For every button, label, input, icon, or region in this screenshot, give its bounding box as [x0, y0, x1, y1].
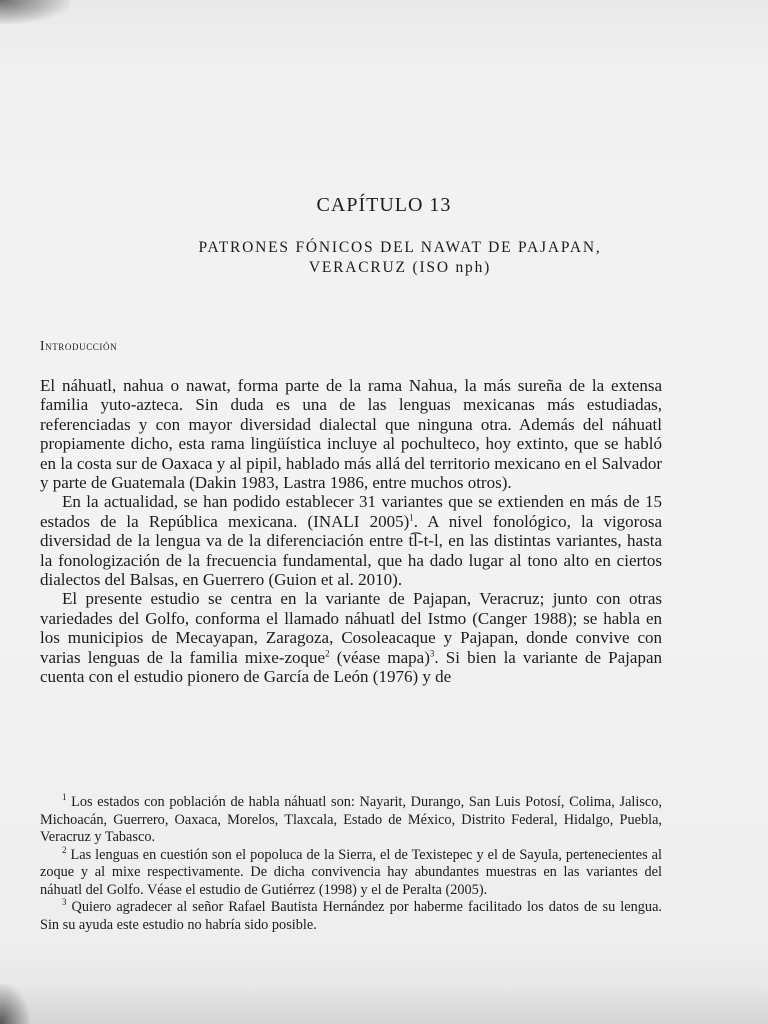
- footnote-2: [40, 844, 662, 900]
- paragraph-2-text-a: En la actualidad, se han podido establecer 31 variantes que se extienden en más de 15 estados de la República mexicana. (INALI 2005): [40, 492, 662, 531]
- paragraph-2: [40, 492, 662, 589]
- paragraph-3-text-b: (véase mapa): [329, 647, 430, 667]
- page-corner-shadow: [0, 0, 70, 24]
- footnote-2-text: Las lenguas en cuestión son el popoluca de la Sierra, el de Texistepec y el de Sayula, pertenecientes al zoque y al mixe respectivamente. De dicha convivencia hay abundantes muestras en las variantes del náhuatl del Golfo. Véase el estudio de Gutiérrez (1998) y el de Peralta (2005).: [40, 846, 662, 898]
- page-bottom-corner-shadow: [0, 984, 30, 1024]
- footnote-1-mark: 1: [62, 792, 67, 803]
- body-text: [40, 376, 662, 687]
- chapter-title: [60, 238, 740, 278]
- footnote-ref-1: 1: [409, 512, 414, 523]
- chapter-title-line-1: PATRONES FÓNICOS DEL NAWAT DE PAJAPAN,: [198, 239, 602, 256]
- paragraph-3-text-a: El presente estudio se centra en la variante de Pajapan, Veracruz; junto con otras variedades del Golfo, conforma el llamado náhuatl del Istmo (Canger 1988); se habla en los municipios de Mecayapan, Zaragoza, Cosoleacaque y Pajapan, donde convive con varias lenguas de la familia mixe-zoque: [40, 589, 662, 667]
- paragraph-3: [40, 589, 662, 686]
- paragraph-2-text-b: . A nivel fonológico, la vigorosa diversidad de la lengua va de la diferenciación entre t͡l-t-l, en las distintas variantes, hasta la fonologización de la frecuencia fundamental, que ha dado lugar al tono alto en ciertos dialectos del Balsas, en Guerrero (Guion et al. 2010).: [40, 511, 662, 590]
- paragraph-3-text-c: . Si bien la variante de Pajapan cuenta con el estudio pionero de García de León (1976) y de: [40, 647, 662, 687]
- chapter-title-line-2: VERACRUZ (ISO nph): [308, 259, 492, 276]
- footnote-1: [40, 794, 662, 847]
- paragraph-1: El náhuatl, nahua o nawat, forma parte de la rama Nahua, la más sureña de la extensa familia yuto-azteca. Sin duda es una de las lenguas mexicanas más estudiadas, referenciadas y con mayor diversidad dialectal que ninguna otra. Además del náhuatl propiamente dicho, esta rama lingüística incluye al pochulteco, hoy extinto, que se habló en la costa sur de Oaxaca y al pipil, hablado más allá del territorio mexicano en el Salvador y parte de Guatemala (Dakin 1983, Lastra 1986, entre muchos otros).: [40, 376, 662, 493]
- footnote-1-text: Los estados con población de habla náhuatl son: Nayarit, Durango, San Luis Potosí, Colima, Jalisco, Michoacán, Guerrero, Oaxaca, Morelos, Tlaxcala, Estado de México, Distrito Federal, Hidalgo, Puebla, Veracruz y Tabasco.: [40, 794, 662, 845]
- section-heading: Introducción: [40, 338, 118, 353]
- footnote-3: [40, 899, 662, 934]
- footnote-ref-3: 3: [429, 648, 435, 659]
- footnote-3-mark: 3: [62, 897, 67, 908]
- footnote-3-text: Quiero agradecer al señor Rafael Bautista Hernández por haberme facilitado los datos de su lengua. Sin su ayuda este estudio no habría sido posible.: [40, 899, 662, 933]
- footnote-ref-2: 2: [325, 648, 330, 659]
- footnote-2-mark: 2: [62, 844, 67, 855]
- footnotes: [40, 794, 662, 934]
- chapter-number: CAPÍTULO 13: [316, 194, 452, 216]
- page-bottom-shadow: [0, 984, 768, 1024]
